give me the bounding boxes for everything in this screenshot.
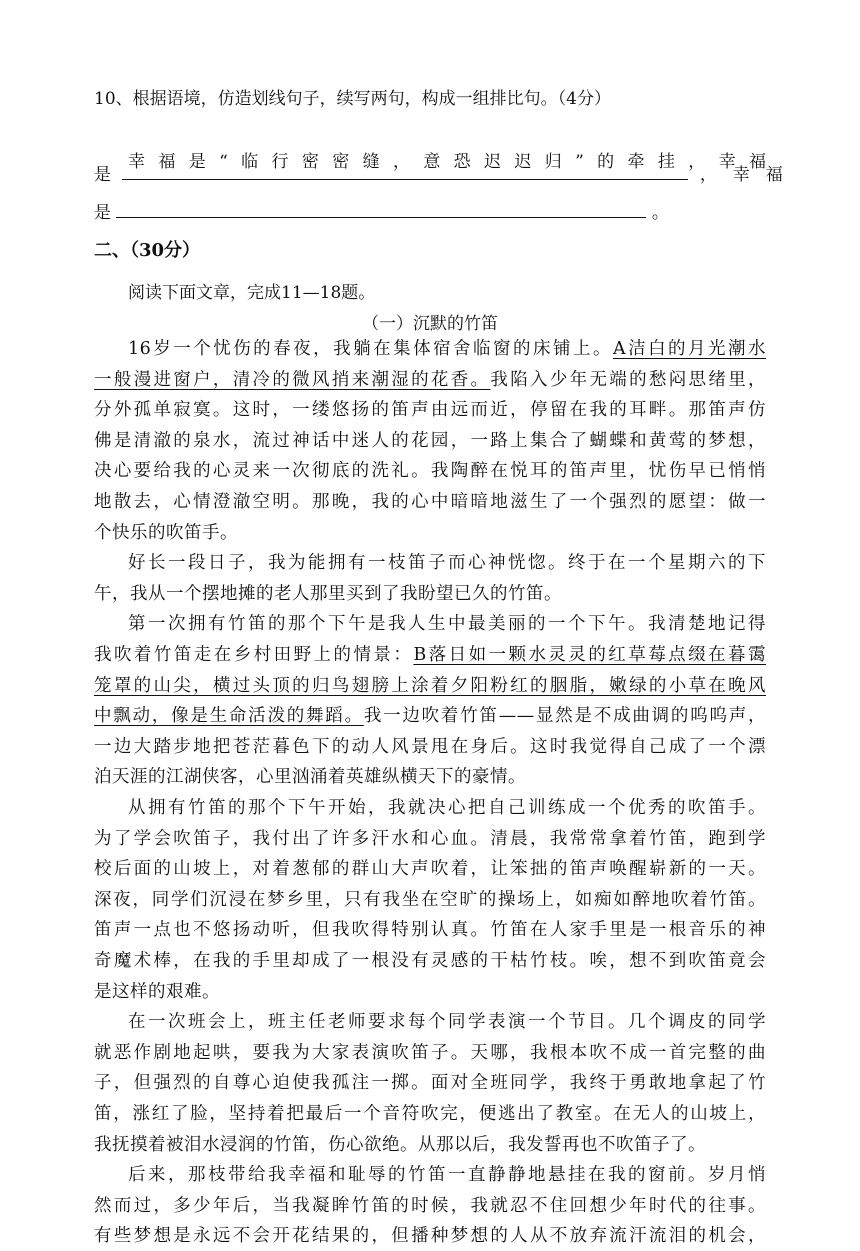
article-line — [128, 548, 766, 578]
question-10-example-line: 幸福是“临行密密缝，意恐迟迟归”的牵挂，幸福 — [128, 152, 766, 172]
article-text: 分外孤单寂寞。这时，一缕悠扬的笛声由远而近，停留在我的耳畔。那笛声仿 — [94, 400, 766, 421]
article-line — [94, 456, 766, 486]
article-line — [94, 1038, 766, 1068]
article-text: 奇魔术棒，在我的手里却成了一根没有灵感的干枯竹枝。唉，想不到吹笛竟会 — [94, 951, 766, 971]
article-text: 16岁一个忧伤的春夜，我躺在集体宿舍临窗的床铺上。 — [128, 339, 613, 359]
article-line — [94, 701, 766, 731]
article-text: 个快乐的吹笛手。 — [94, 522, 238, 543]
article-text: 就恶作剧地起哄，要我为大家表演吹笛子。天哪，我根本吹不成一首完整的曲 — [94, 1042, 766, 1063]
article-line — [94, 579, 766, 609]
article-line — [94, 977, 766, 1007]
article-line — [94, 1221, 766, 1251]
article-title: （一）沉默的竹笛 — [362, 314, 498, 334]
article-text: 深夜，同学们沉浸在梦乡里，只有我坐在空旷的操场上，如痴如醉地吹着竹笛。 — [94, 889, 766, 910]
article-text: 笛，涨红了脸，坚持着把最后一个音符吹完，便逃出了教室。在无人的山坡上， — [94, 1104, 766, 1124]
article-text: 佛是清澈的泉水，流过神话中迷人的花园，一路上集合了蝴蝶和黄莺的梦想， — [94, 430, 766, 451]
article-text: 我吹着竹笛走在乡村田野上的情景： — [94, 645, 414, 665]
article-line — [94, 426, 766, 456]
article-text: 决心要给我的心灵来一次彻底的洗礼。我陶醉在悦耳的笛声里，忧伤早已悄悄 — [94, 461, 766, 482]
article-text: 后来，那枝带给我幸福和耻辱的竹笛一直静静地悬挂在我的窗前。岁月悄 — [128, 1165, 766, 1186]
article-text: 是这样的艰难。 — [94, 981, 220, 1002]
article-text: 笛声一点也不悠扬动听，但我吹得特别认真。竹笛在人家手里是一根音乐的神 — [94, 920, 766, 941]
question-10-prompt: 10、根据语境，仿造划线句子，续写两句，构成一组排比句。（4分） — [94, 89, 611, 109]
article-text: 泊天涯的江湖侠客，心里汹涌着英雄纵横天下的豪情。 — [94, 767, 526, 788]
article-text: 然而过，多少年后，当我凝眸竹笛的时候，我就忍不住回想少年时代的往事。 — [94, 1195, 766, 1216]
question-10-answer-line-1 — [94, 159, 799, 190]
article-line — [94, 487, 766, 517]
article-line — [94, 762, 766, 792]
underlined-sentence: 中飘动，像是生命活泼的舞蹈。 — [94, 706, 364, 727]
article-line — [94, 885, 766, 915]
answer-line-2-tail: 。 — [651, 203, 669, 223]
article-text: 一边大踏步地把苍茫暮色下的动人风景甩在身后。这时我觉得自己成了一个漂 — [94, 736, 766, 757]
article-line — [94, 824, 766, 854]
underlined-sentence: 一般漫进窗户，清冷的微风捎来潮湿的花香。 — [94, 369, 491, 390]
underlined-sentence: A洁白的月光潮水 — [612, 339, 766, 359]
article-line — [128, 609, 766, 639]
underlined-sentence: 笼罩的山尖，横过头顶的归鸟翅膀上涂着夕阳粉红的胭脂，嫩绿的小草在晚风 — [94, 675, 766, 696]
section-2-heading: 二、（30分） — [94, 240, 201, 261]
article-line — [94, 1099, 766, 1129]
article-line — [128, 334, 766, 364]
article-text: 子，但强烈的自尊心迫使我孤注一掷。面对全班同学，我终于勇敢地拿起了竹 — [94, 1073, 766, 1094]
article-text: 为了学会吹笛子，我付出了许多汗水和心血。清晨，我常常拿着竹笛，跑到学 — [94, 828, 766, 849]
answer-line-2-lead: 是 — [94, 203, 111, 223]
answer-line-1-tail: ，幸福 — [699, 165, 799, 185]
article-line — [94, 671, 766, 701]
article-line — [94, 946, 766, 976]
answer-blank-1[interactable] — [122, 159, 688, 180]
reading-instruction: 阅读下面文章，完成11—18题。 — [128, 283, 376, 303]
article-text: 从拥有竹笛的那个下午开始，我就决心把自己训练成一个优秀的吹笛手。 — [128, 798, 766, 818]
article-text: 第一次拥有竹笛的那个下午是我人生中最美丽的一个下午。我清楚地记得 — [128, 614, 766, 635]
underlined-sentence: B落日如一颗水灵灵的红草莓点缀在暮霭 — [413, 645, 767, 665]
question-10-answer-line-2 — [94, 197, 766, 228]
article-text: 有些梦想是永远不会开花结果的，但播种梦想的人从不放弃流汗流泪的机会， — [94, 1226, 766, 1247]
article-text: 我抚摸着被泪水浸润的竹笛，伤心欲绝。从那以后，我发誓再也不吹笛子了。 — [94, 1134, 706, 1155]
article-text: 地散去，心情澄澈空明。那晚，我的心中暗暗地滋生了一个强烈的愿望：做一 — [94, 492, 766, 512]
article-line — [94, 854, 766, 884]
article-line — [128, 793, 766, 823]
article-text: 我一边吹着竹笛——显然是不成曲调的呜呜声， — [363, 706, 767, 727]
article-text: 午，我从一个摆地摊的老人那里买到了我盼望已久的竹笛。 — [94, 583, 562, 604]
article-line — [94, 518, 766, 548]
article-text: 在一次班会上，班主任老师要求每个同学表演一个节目。几个调皮的同学 — [128, 1012, 766, 1033]
article-line — [128, 1007, 766, 1037]
answer-line-1-lead: 是 — [94, 165, 111, 185]
article-line — [94, 365, 766, 395]
article-text: 校后面的山坡上，对着葱郁的群山大声吹着，让笨拙的笛声唤醒崭新的一天。 — [94, 859, 766, 880]
article-line — [94, 1191, 766, 1221]
article-line — [94, 732, 766, 762]
article-line — [94, 395, 766, 425]
article-text: 我陷入少年无端的愁闷思绪里， — [490, 369, 767, 390]
article-line — [94, 1068, 766, 1098]
article-line — [128, 1160, 766, 1190]
article-line — [94, 640, 766, 670]
article-text: 好长一段日子，我为能拥有一枝笛子而心神恍惚。终于在一个星期六的下 — [128, 553, 766, 574]
article-line — [94, 1130, 766, 1160]
answer-blank-2[interactable] — [116, 197, 646, 218]
article-line — [94, 915, 766, 945]
